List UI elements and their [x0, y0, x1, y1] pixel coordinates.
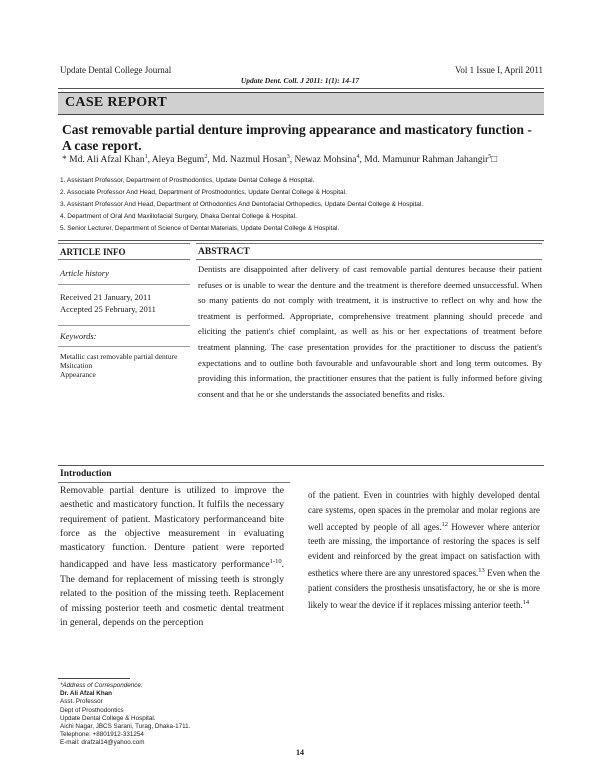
section-banner [58, 92, 544, 115]
author-list [62, 154, 542, 165]
keywords-rule [58, 346, 190, 347]
affiliation-item: 3. Assistant Professor And Head, Department of Orthodontics And Dentofacial Orthopedics, Update Dental College & Hospital. [60, 201, 424, 208]
affiliation-rule [58, 240, 544, 241]
body-column-right [308, 488, 540, 612]
correspondence-line: Aichi Nagar, JBCS Sarani, Turag, Dhaka-1711. [60, 723, 191, 731]
correspondence-line: Telephone: +8801912-331254 [60, 731, 144, 739]
history-label: Article history [60, 268, 109, 278]
journal-name: Update Dental College Journal [60, 65, 172, 75]
correspondence-name: Dr. Ali Afzal Khan [60, 690, 113, 698]
citation-ref: 12 [441, 520, 448, 528]
body-column-left [60, 484, 284, 630]
author-1-affil: 1 [144, 154, 148, 160]
keyword: Msitcation [60, 361, 93, 370]
author-2: , Aleya Begum [147, 155, 205, 166]
footnote-rule [58, 678, 130, 679]
author-3-affil: 3 [286, 154, 290, 160]
abstract-text: Dentists are disappointed after delivery of cast removable partial dentures because their patient refuses or is unable to wear the denture and the treatment is therefore deemed unsuccessful. When so many patients do not comply with treatment, it is instructive to reflect on why and how the treatment is performed. Appropriate, comprehensive treatment planning should precede and eliciting the patient's chief complaint, as well as his or her expectations of treatment before treatment planning. The case presentation provides for the practitioner to discuss the patient's expectations and to outline both favourable and unfavourable short and long term outcomes. By providing this information, the practitioner ensures that the patient is fully informed before giving consent and that he or she understands the associated benefits and risks. [198, 264, 542, 399]
paragraph-text: Removable partial denture is utilized to improve the aesthetic and masticatory function. It fulfils the necessary requirement of patient. Masticatory performanceand bite force as the objective measurement in evaluating masticatory function. Denture patient were reported handicapped and have less masticatory performance [60, 485, 284, 571]
affiliation-item: 4. Department of Oral And Maxillofacial Surgery, Dhaka Dental College & Hospital. [60, 213, 297, 220]
keywords-rule [58, 325, 190, 326]
article-title: Cast removable partial denture improving appearance and masticatory function - A case report. [62, 122, 532, 153]
author-4: , Newaz Mohsina [289, 155, 357, 166]
paragraph-text: of the patient. Even in countries with highly developed dental care systems, open spaces in the premolar and molar regions are well accepted by people of all ages. [308, 490, 540, 532]
history-rule [58, 284, 190, 285]
abstract-rule [58, 465, 544, 466]
introduction-rule [58, 482, 290, 483]
accepted-date: Accepted 25 February, 2011 [60, 304, 156, 314]
article-info-panel [58, 243, 190, 379]
author-5-affil: 5 [488, 154, 492, 160]
correspondence-line: Asst. Professor [60, 698, 103, 706]
abstract-heading: ABSTRACT [196, 243, 542, 260]
affiliation-item: 1. Assistant Professor, Department of Prosthodontics, Update Dental College & Hospital. [60, 177, 315, 184]
author-2-affil: 2 [204, 154, 208, 160]
affiliations [60, 175, 540, 235]
correspondence-footnote [60, 682, 190, 748]
keywords-label: Keywords: [60, 331, 97, 341]
volume-issue: Vol 1 Issue I, April 2011 [454, 65, 543, 75]
keyword: Metallic cast removable partial denture [60, 352, 178, 361]
citation-ref: 13 [478, 566, 485, 574]
correspondence-line: Dept of Prosthodontics [60, 706, 124, 714]
correspondence-line: Update Dental College & Hospital. [60, 714, 156, 722]
citation: Update Dent. Coll. J 2011: 1(1): 14-17 [240, 76, 360, 85]
abstract-panel [196, 243, 542, 402]
section-label: CASE REPORT [65, 95, 167, 110]
introduction-heading: Introduction [60, 469, 112, 479]
page-number: 14 [296, 748, 304, 757]
envelope-icon: □ [491, 155, 498, 166]
paragraph-text: However where anterior teeth are missing, the importance of restoring the spaces is self evident and reinforced by the great impact on satisfaction with esthetics where there are any unrestored spaces. [308, 521, 540, 578]
citation-ref: 1-10 [269, 558, 282, 566]
paragraph-text: . The demand for replacement of missing teeth is strongly related to the position of the missing teeth. Replacement of missing posterior teeth and cosmetic dental treatment in general, depends on the perception [60, 559, 284, 628]
received-date: Received 21 January, 2011 [60, 292, 152, 302]
affiliation-item: 2. Associate Professor And Head, Department of Prosthodontics, Update Dental College & Hospital. [60, 189, 347, 196]
author-3: , Md. Nazmul Hosan [207, 155, 287, 166]
correspondence-label: *Address of Correspondence: [60, 682, 143, 689]
author-4-affil: 4 [356, 154, 360, 160]
keyword: Appearance [60, 370, 96, 379]
author-1: * Md. Ali Afzal Khan [62, 155, 145, 166]
paragraph-text: Even when the patient considers the prosthesis unsatisfactory, he or she is more likely to wear the device if it replaces missing anterior teeth. [308, 567, 540, 610]
article-info-heading: ARTICLE INFO [58, 243, 190, 260]
header-rule [58, 88, 544, 89]
correspondence-line: E-mail: drafzal14@yahoo.com [60, 739, 145, 747]
author-5: , Md. Mamunur Rahman Jahangir [359, 155, 489, 166]
citation-ref: 14 [522, 598, 530, 606]
affiliation-item: 5. Senior Lecturer, Department of Science of Dental Materials, Update Dental College & Hospital. [60, 225, 340, 232]
